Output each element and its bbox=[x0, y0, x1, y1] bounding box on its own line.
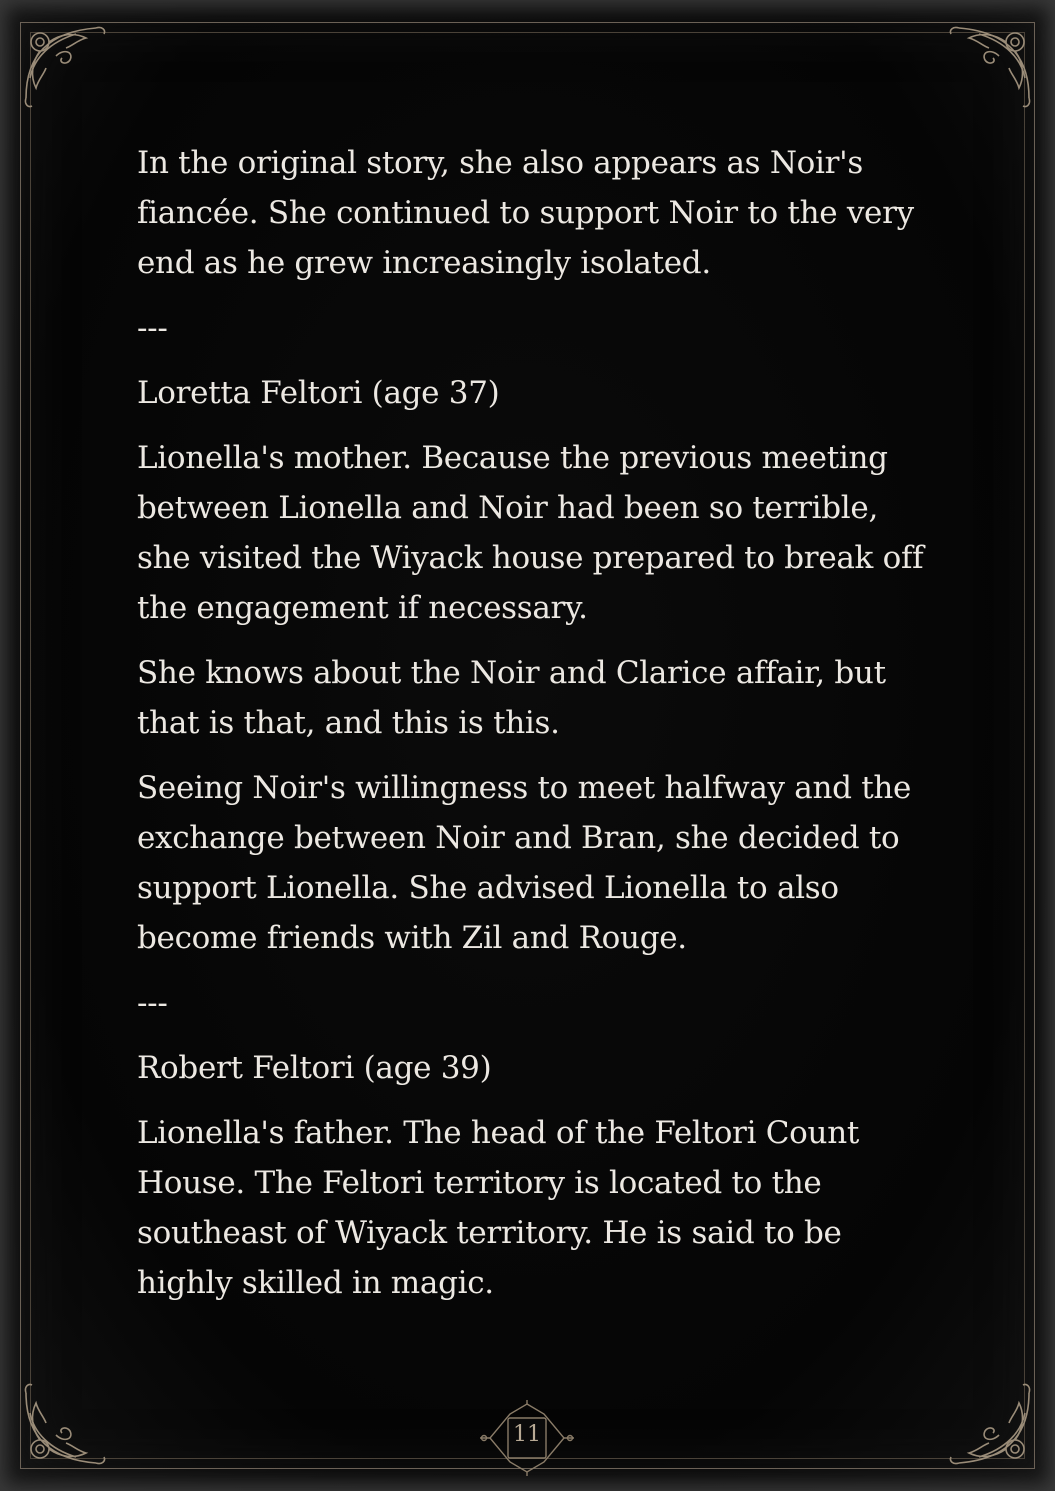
paragraph-loretta-affair: She knows about the Noir and Clarice affair, but that is that, and this is this. bbox=[137, 655, 886, 741]
section-separator: --- bbox=[137, 310, 168, 346]
corner-flourish-icon bbox=[16, 1377, 112, 1473]
character-heading-loretta: Loretta Feltori (age 37) bbox=[137, 375, 500, 411]
paragraph-loretta-support: Seeing Noir's willingness to meet halfway and the exchange between Noir and Bran, she decided to support Lionella. She advised Lionella to also become friends with Zil and Rouge. bbox=[137, 770, 912, 956]
corner-flourish-icon bbox=[16, 18, 112, 114]
corner-flourish-icon bbox=[943, 18, 1039, 114]
paragraph-noir-fiancee: In the original story, she also appears as Noir's fiancée. She continued to support Noir to the very end as he grew increasingly isolated. bbox=[137, 145, 914, 281]
document-body bbox=[137, 138, 927, 1323]
paragraph-robert-intro: Lionella's father. The head of the Feltori Count House. The Feltori territory is located to the southeast of Wiyack territory. He is said to be highly skilled in magic. bbox=[137, 1115, 860, 1301]
page-number: 11 bbox=[513, 1422, 541, 1447]
paragraph-loretta-intro: Lionella's mother. Because the previous meeting between Lionella and Noir had been so terrible, she visited the Wiyack house prepared to break off the engagement if necessary. bbox=[137, 440, 924, 626]
character-heading-robert: Robert Feltori (age 39) bbox=[137, 1050, 492, 1086]
page-number-badge bbox=[478, 1400, 576, 1476]
corner-flourish-icon bbox=[943, 1377, 1039, 1473]
section-separator: --- bbox=[137, 985, 168, 1021]
